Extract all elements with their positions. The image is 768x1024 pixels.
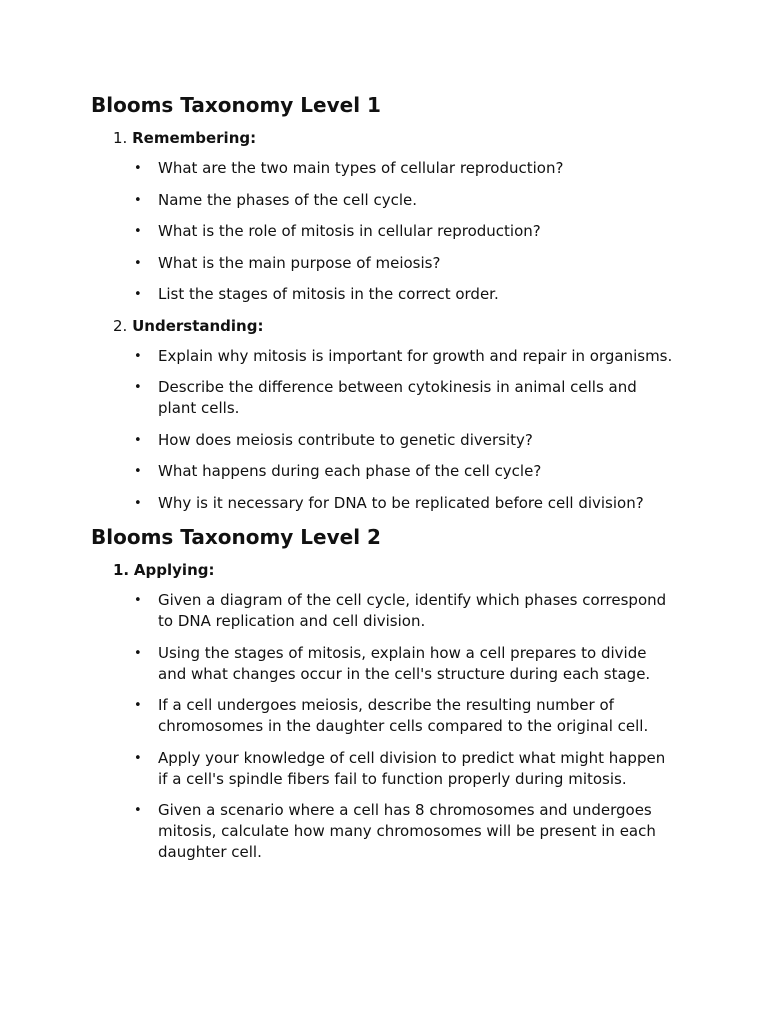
section-label: Understanding: bbox=[132, 316, 264, 335]
list-item bbox=[90, 221, 678, 242]
bullet-icon: • bbox=[134, 255, 142, 271]
bullet-icon: • bbox=[134, 803, 142, 818]
bullet-icon: • bbox=[134, 464, 142, 479]
section-title-understanding bbox=[113, 316, 678, 336]
section-title-applying bbox=[113, 560, 678, 580]
question-text: Given a diagram of the cell cycle, identify which phases correspond to DNA replication and cell division. bbox=[158, 591, 667, 630]
list-item bbox=[90, 461, 678, 482]
list-item bbox=[90, 346, 678, 367]
list-item bbox=[90, 430, 678, 451]
bullet-icon: • bbox=[134, 192, 142, 208]
list-item bbox=[90, 158, 678, 179]
section-number: 1. bbox=[113, 561, 130, 579]
section-number: 1. bbox=[113, 129, 128, 147]
list-item bbox=[90, 284, 678, 305]
bullet-icon: • bbox=[134, 380, 142, 395]
list-item bbox=[90, 800, 678, 863]
list-item bbox=[90, 190, 678, 211]
list-item bbox=[90, 748, 678, 790]
section-label: Applying: bbox=[133, 561, 215, 579]
bullet-icon: • bbox=[134, 593, 142, 608]
bullet-icon: • bbox=[134, 698, 142, 713]
list-item bbox=[90, 590, 678, 632]
question-text: Apply your knowledge of cell division to predict what might happen if a cell's spindle fibers fail to function properly during mitosis. bbox=[158, 748, 666, 788]
question-text: Why is it necessary for DNA to be replicated before cell division? bbox=[158, 493, 644, 512]
question-text: Given a scenario where a cell has 8 chromosomes and undergoes mitosis, calculate how many chromosomes will be present in each daughter cell. bbox=[158, 801, 656, 861]
question-text: Describe the difference between cytokinesis in animal cells and plant cells. bbox=[158, 378, 637, 417]
applying-question-list bbox=[90, 590, 678, 863]
question-text: What is the role of mitosis in cellular reproduction? bbox=[158, 222, 541, 240]
question-text: Name the phases of the cell cycle. bbox=[158, 190, 417, 209]
understanding-question-list bbox=[90, 346, 678, 514]
bullet-icon: • bbox=[134, 750, 142, 766]
question-text: What are the two main types of cellular reproduction? bbox=[158, 159, 564, 177]
question-text: List the stages of mitosis in the correct order. bbox=[158, 285, 499, 303]
bullet-icon: • bbox=[134, 645, 142, 661]
question-text: Using the stages of mitosis, explain how a cell prepares to divide and what changes occur in the cell's structure during each stage. bbox=[158, 643, 651, 683]
question-text: What is the main purpose of meiosis? bbox=[158, 253, 441, 272]
question-text: If a cell undergoes meiosis, describe the resulting number of chromosomes in the daughter cells compared to the original cell. bbox=[158, 696, 649, 735]
bullet-icon: • bbox=[134, 287, 142, 302]
bullet-icon: • bbox=[134, 224, 142, 239]
level-2-heading: Blooms Taxonomy Level 2 bbox=[91, 525, 381, 549]
question-text: What happens during each phase of the cell cycle? bbox=[158, 462, 542, 480]
section-number: 2. bbox=[113, 316, 128, 335]
list-item bbox=[90, 493, 678, 514]
list-item bbox=[90, 253, 678, 274]
bullet-icon: • bbox=[134, 161, 142, 176]
bullet-icon: • bbox=[134, 495, 142, 511]
list-item bbox=[90, 643, 678, 685]
question-text: Explain why mitosis is important for growth and repair in organisms. bbox=[158, 346, 673, 365]
question-text: How does meiosis contribute to genetic diversity? bbox=[158, 430, 533, 449]
list-item bbox=[90, 377, 678, 419]
section-title-remembering bbox=[113, 128, 678, 148]
bullet-icon: • bbox=[134, 432, 142, 448]
section-label: Remembering: bbox=[132, 129, 257, 147]
remembering-question-list bbox=[90, 158, 678, 305]
bullet-icon: • bbox=[134, 348, 142, 364]
list-item bbox=[90, 695, 678, 737]
level-1-heading: Blooms Taxonomy Level 1 bbox=[91, 93, 381, 117]
